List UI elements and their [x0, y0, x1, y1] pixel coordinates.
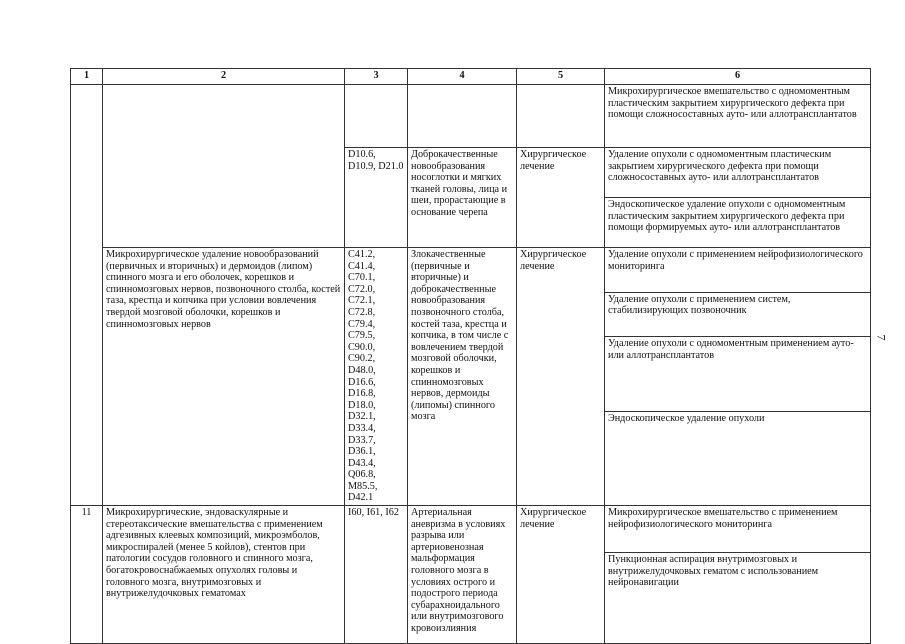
header-row	[71, 69, 871, 85]
block-d-diagnosis: Артериальная аневризма в условиях разрыва или артериовенозная мальформация головного мозга в условиях острого и подострого периода субарахноидального или внутримозгового кровоизлияния	[408, 506, 517, 644]
block-b-diagnosis: Доброкачественные новообразования носоглотки и мягких тканей головы, лица и шеи, прорастающие в основание черепа	[408, 148, 517, 248]
header-col-3: 3	[345, 69, 408, 85]
method-cell: Эндоскопическое удаление опухоли	[605, 412, 871, 506]
block-c-diagnosis: Злокачественные (первичные и вторичные) и доброкачественные новообразования позвоночного столба, костей таза, крестца и копчика, в том числе с вовлечением твердой мозговой оболочки, корешков и спинномозговых нервов, дермоиды (липомы) спинного мозга	[408, 248, 517, 506]
method-cell: Микрохирургическое вмешательство с применением нейрофизиологического мониторинга	[605, 506, 871, 553]
block-d-codes: I60, I61, I62	[345, 506, 408, 644]
method-cell: Удаление опухоли с применением систем, стабилизирующих позвоночник	[605, 292, 871, 337]
block-b-codes: D10.6, D10.9, D21.0	[345, 148, 408, 248]
block-d-name: Микрохирургические, эндоваскулярные и стереотаксические вмешательства с применением адгезивных клеевых композиций, микроэмболов, микроспиралей (менее 5 койлов), стентов при патологии сосудов головного и спинного мозга, богатокровоснабжаемых опухолях головы и головного мозга, внутримозговых и внутрижелудочковых гематомах	[103, 506, 345, 644]
header-col-6: 6	[605, 69, 871, 85]
header-col-2: 2	[103, 69, 345, 85]
row-number-empty	[71, 85, 103, 506]
block-a-name	[103, 85, 345, 248]
header-col-4: 4	[408, 69, 517, 85]
header-col-5: 5	[517, 69, 605, 85]
block-c-codes: C41.2, C41.4, C70.1, C72.0, C72.1, C72.8, C79.4, C79.5, C90.0, C90.2, D48.0, D16.6, D16.8, D18.0, D32.1, D33.4, D33.7, D36.1, D43.4, Q06.8, M85.5, D42.1	[345, 248, 408, 506]
method-cell: Микрохирургическое вмешательство с одномоментным пластическим закрытием хирургического дефекта при помощи сложносоставных ауто- или аллотрансплантатов	[605, 85, 871, 148]
block-b-treatment: Хирургическое лечение	[517, 148, 605, 248]
table-row	[71, 85, 871, 148]
method-cell: Эндоскопическое удаление опухоли с одномоментным пластическим закрытием хирургического дефекта при помощи формируемых ауто- или аллотрансплантатов	[605, 198, 871, 248]
page-number: 7	[874, 334, 889, 341]
header-col-1: 1	[71, 69, 103, 85]
table-row	[71, 248, 871, 293]
table-row	[71, 506, 871, 553]
block-c-treatment: Хирургическое лечение	[517, 248, 605, 506]
method-cell: Пункционная аспирация внутримозговых и внутрижелудочковых гематом с использованием нейронавигации	[605, 553, 871, 644]
method-cell: Удаление опухоли с одномоментным пластическим закрытием хирургического дефекта при помощи сложносоставных ауто- или аллотрансплантатов	[605, 148, 871, 198]
block-d-treatment: Хирургическое лечение	[517, 506, 605, 644]
procedures-table	[70, 68, 871, 644]
block-a-codes	[345, 85, 408, 148]
method-cell: Удаление опухоли с применением нейрофизиологического мониторинга	[605, 248, 871, 293]
method-cell: Удаление опухоли с одномоментным применением ауто- или аллотрансплантатов	[605, 337, 871, 412]
block-c-name: Микрохирургическое удаление новообразований (первичных и вторичных) и дермоидов (липом) спинного мозга и его оболочек, корешков и спинномозговых нервов, позвоночного столба, костей таза, крестца и копчика при условии вовлечения твердой мозговой оболочки, корешков и спинномозговых нервов	[103, 248, 345, 506]
block-a-diagnosis	[408, 85, 517, 148]
row-number: 11	[71, 506, 103, 644]
block-a-treatment	[517, 85, 605, 148]
